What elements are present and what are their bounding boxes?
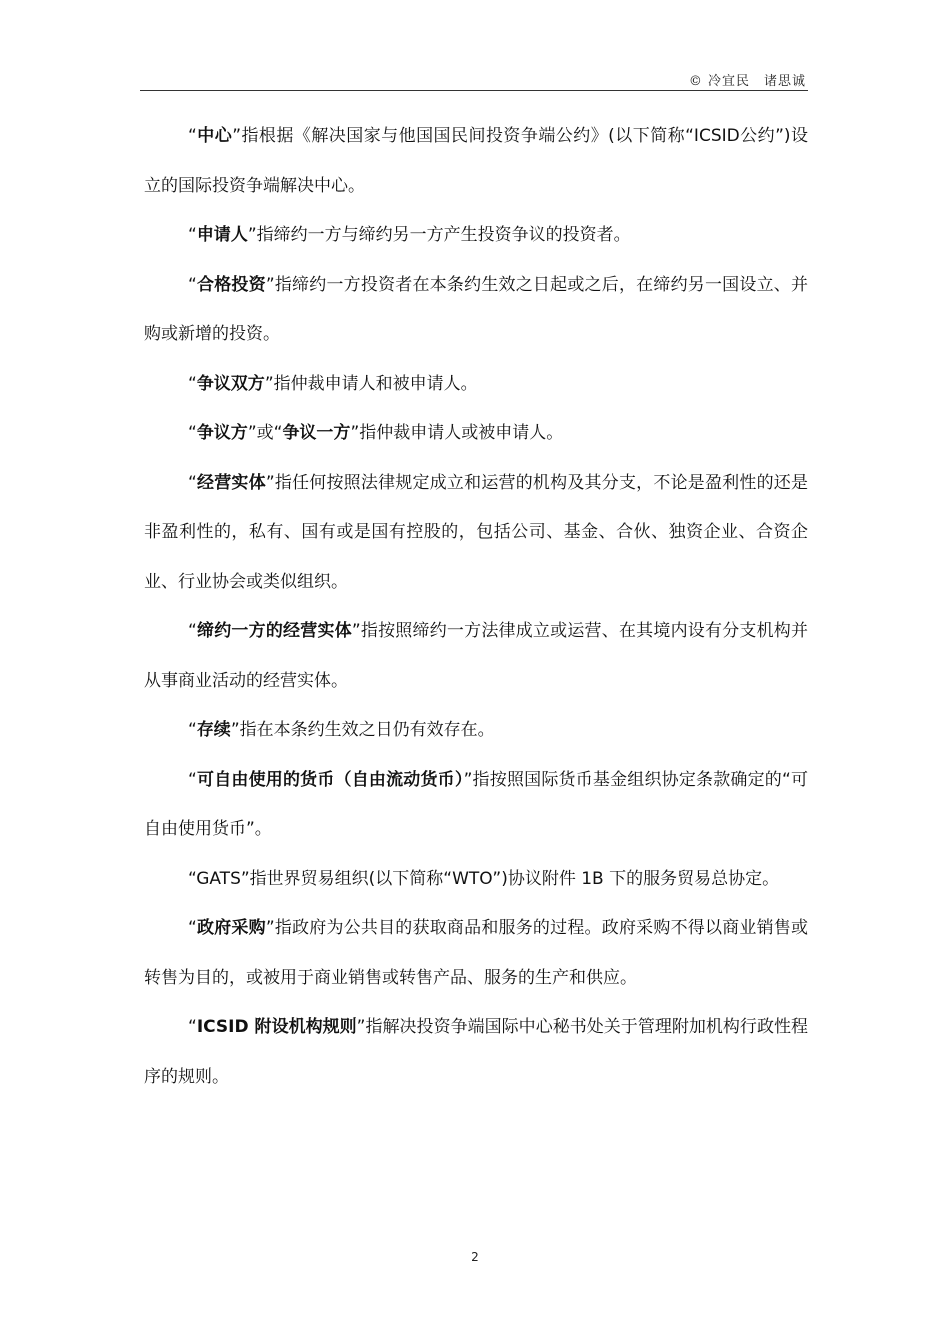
open-quote: “ [188, 1017, 197, 1037]
open-quote: “ [188, 720, 197, 740]
definition-disputing-parties [144, 360, 808, 410]
definition-party-business-entity [144, 607, 808, 706]
open-quote: “ [188, 373, 197, 394]
definition-text: ”指政府为公共目的获取商品和服务的过程。政府采购不得以商业销售或转售为目的，或被用于商业销售或转售产品、服务的生产和供应。 [144, 918, 809, 988]
open-quote: “ [188, 868, 197, 889]
definition-business-entity [144, 459, 808, 608]
term: 争议一方 [282, 423, 351, 443]
header-copyright: © 冷宜民 诸思诚 [688, 74, 806, 89]
definition-freely-usable-currency [144, 756, 808, 855]
definition-text: ”指仲裁申请人或被申请人。 [350, 423, 564, 443]
term: 存续 [196, 720, 231, 740]
term: 政府采购 [196, 918, 266, 938]
open-quote: “ [188, 918, 197, 938]
definition-text: GATS”指世界贸易组织(以下简称“WTO”)协议附件 1B 下的服务贸易总协定。 [196, 868, 780, 889]
document-body [144, 112, 808, 1102]
term: 中心 [196, 126, 233, 146]
definition-text: ”指缔约一方投资者在本条约生效之日起或之后，在缔约另一国设立、并购或新增的投资。 [144, 274, 809, 344]
page-header [140, 68, 808, 91]
definition-icsid-additional-facility-rules [144, 1003, 808, 1102]
term: 争议方 [196, 423, 248, 443]
definition-text: ”指解决投资争端国际中心秘书处关于管理附加机构行政性程序的规则。 [144, 1017, 808, 1087]
term: 经营实体 [196, 472, 266, 493]
open-quote: “ [188, 472, 197, 493]
open-quote: “ [188, 274, 197, 295]
definition-text: ”指任何按照法律规定成立和运营的机构及其分支，不论是盈利性的还是非盈利性的，私有、国有或是国有控股的，包括公司、基金、合伙、独资企业、合资企业、行业协会或类似组织。 [144, 472, 809, 592]
definition-connector: ”或“ [247, 423, 283, 443]
definition-text: ”指按照缔约一方法律成立或运营、在其境内设有分支机构并从事商业活动的经营实体。 [144, 621, 809, 691]
open-quote: “ [188, 621, 197, 641]
term: 可自由使用的货币（自由流动货币） [196, 769, 464, 790]
definition-disputing-party [144, 409, 808, 459]
term: 合格投资 [196, 274, 266, 295]
definition-gats [144, 855, 808, 905]
open-quote: “ [188, 126, 197, 146]
open-quote: “ [188, 225, 197, 245]
term: 申请人 [196, 225, 248, 245]
term: 争议双方 [196, 373, 265, 394]
definition-applicant [144, 211, 808, 261]
term: 缔约一方的经营实体 [196, 621, 352, 641]
definition-text: ”指按照国际货币基金组织协定条款确定的“可自由使用货币”。 [144, 769, 808, 839]
definition-qualified-investment [144, 261, 808, 360]
definition-text: ”指根据《解决国家与他国国民间投资争端公约》(以下简称“ICSID公约”)设立的国际投资争端解决中心。 [144, 126, 808, 196]
term: ICSID 附设机构规则 [196, 1017, 357, 1037]
definition-text: ”指在本条约生效之日仍有效存在。 [230, 720, 495, 740]
definition-government-procurement [144, 904, 808, 1003]
open-quote: “ [188, 769, 197, 790]
definition-text: ”指缔约一方与缔约另一方产生投资争议的投资者。 [247, 225, 631, 245]
definition-existing [144, 706, 808, 756]
open-quote: “ [188, 423, 197, 443]
page-number: 2 [471, 1250, 479, 1264]
definition-center [144, 112, 808, 211]
definition-text: ”指仲裁申请人和被申请人。 [264, 373, 478, 394]
